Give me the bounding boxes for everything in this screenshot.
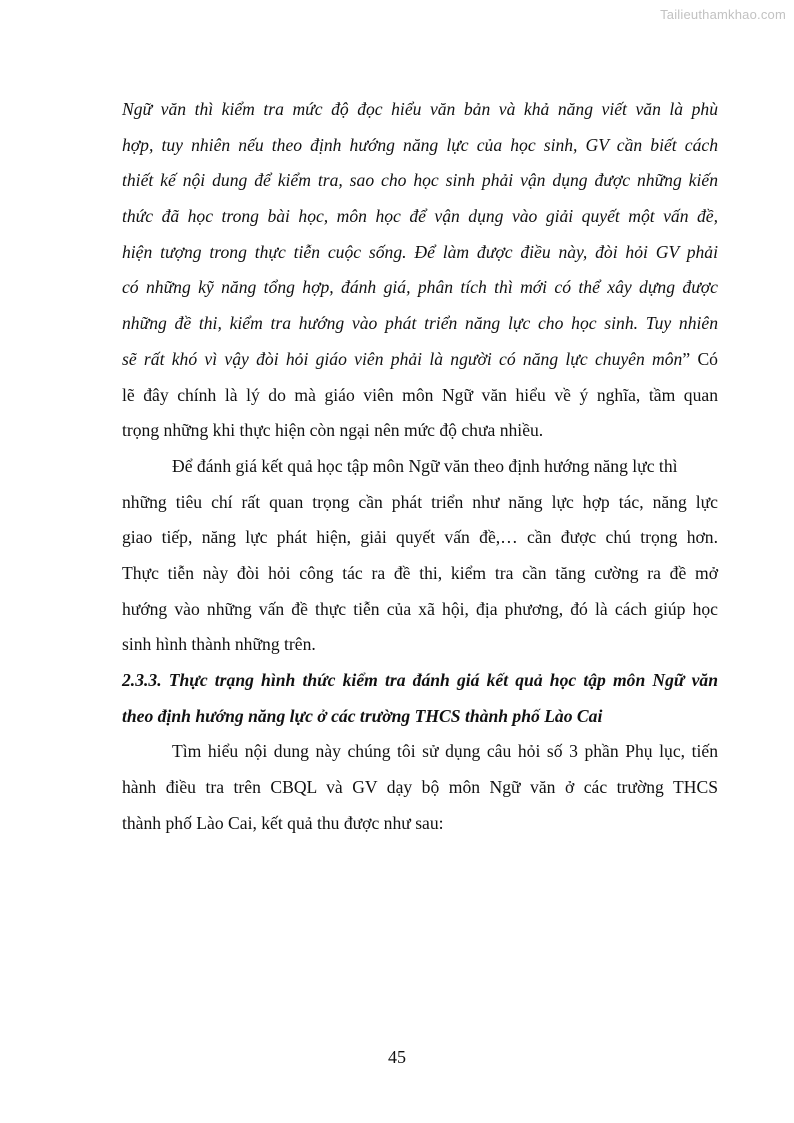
heading-line: theo định hướng năng lực ở các trường THCS thành phố Lào Cai (122, 705, 603, 726)
text-line: Thực tiễn này đòi hỏi công tác ra đề thi, kiểm tra cần tăng cường ra đề mở (122, 562, 718, 583)
text-line: hướng vào những vấn đề thực tiễn của xã hội, địa phương, đó là cách giúp học (122, 598, 718, 619)
text-line: có những kỹ năng tổng hợp, đánh giá, phân tích thì mới có thể xây dựng được (122, 277, 718, 298)
text-line: thức đã học trong bài học, môn học để vận dụng vào giải quyết một vấn đề, (122, 206, 718, 227)
text-line: lẽ đây chính là lý do mà giáo viên môn Ngữ văn hiểu về ý nghĩa, tầm quan (122, 384, 718, 405)
text-line: thiết kế nội dung để kiểm tra, sao cho học sinh phải vận dụng được những kiến (122, 170, 718, 191)
text-line: Tìm hiểu nội dung này chúng tôi sử dụng câu hỏi số 3 phần Phụ lục, tiến (172, 741, 718, 762)
heading-line: 2.3.3. Thực trạng hình thức kiểm tra đánh giá kết quả học tập môn Ngữ văn (122, 670, 718, 690)
paragraph-quote (122, 92, 718, 449)
text-line: trọng những khi thực hiện còn ngại nên mức độ chưa nhiều. (122, 420, 544, 441)
page-number: 45 (388, 1047, 406, 1067)
text-line: những tiêu chí rất quan trọng cần phát triển như năng lực hợp tác, năng lực (122, 491, 718, 512)
text-line: hợp, tuy nhiên nếu theo định hướng năng lực của học sinh, GV cần biết cách (122, 134, 718, 155)
page-body (122, 92, 718, 841)
text-line: sinh hình thành những trên. (122, 634, 316, 655)
text-line: hiện tượng trong thực tiễn cuộc sống. Để làm được điều này, đòi hỏi GV phải (122, 241, 718, 262)
watermark-text: Tailieuthamkhao.com (660, 7, 786, 22)
text-line: những đề thi, kiểm tra hướng vào phát triển năng lực cho học sinh. Tuy nhiên (122, 313, 718, 334)
text-line: Để đánh giá kết quả học tập môn Ngữ văn theo định hướng năng lực thì (172, 455, 678, 476)
section-heading (122, 663, 718, 734)
text-line: giao tiếp, năng lực phát hiện, giải quyết vấn đề,… cần được chú trọng hơn. (122, 527, 718, 548)
quote-end-italic: sẽ rất khó vì vậy đòi hỏi giáo viên phải là người có năng lực chuyên môn (122, 348, 683, 369)
text-line: Ngữ văn thì kiểm tra mức độ đọc hiểu văn bản và khả năng viết văn là phù (122, 99, 718, 119)
text-line: thành phố Lào Cai, kết quả thu được như sau: (122, 812, 444, 833)
quote-end-tail: ” Có (682, 348, 718, 369)
paragraph-survey (122, 734, 718, 841)
text-line: hành điều tra trên CBQL và GV dạy bộ môn Ngữ văn ở các trường THCS (122, 777, 718, 798)
paragraph-assessment (122, 449, 718, 663)
text-line (122, 342, 718, 378)
